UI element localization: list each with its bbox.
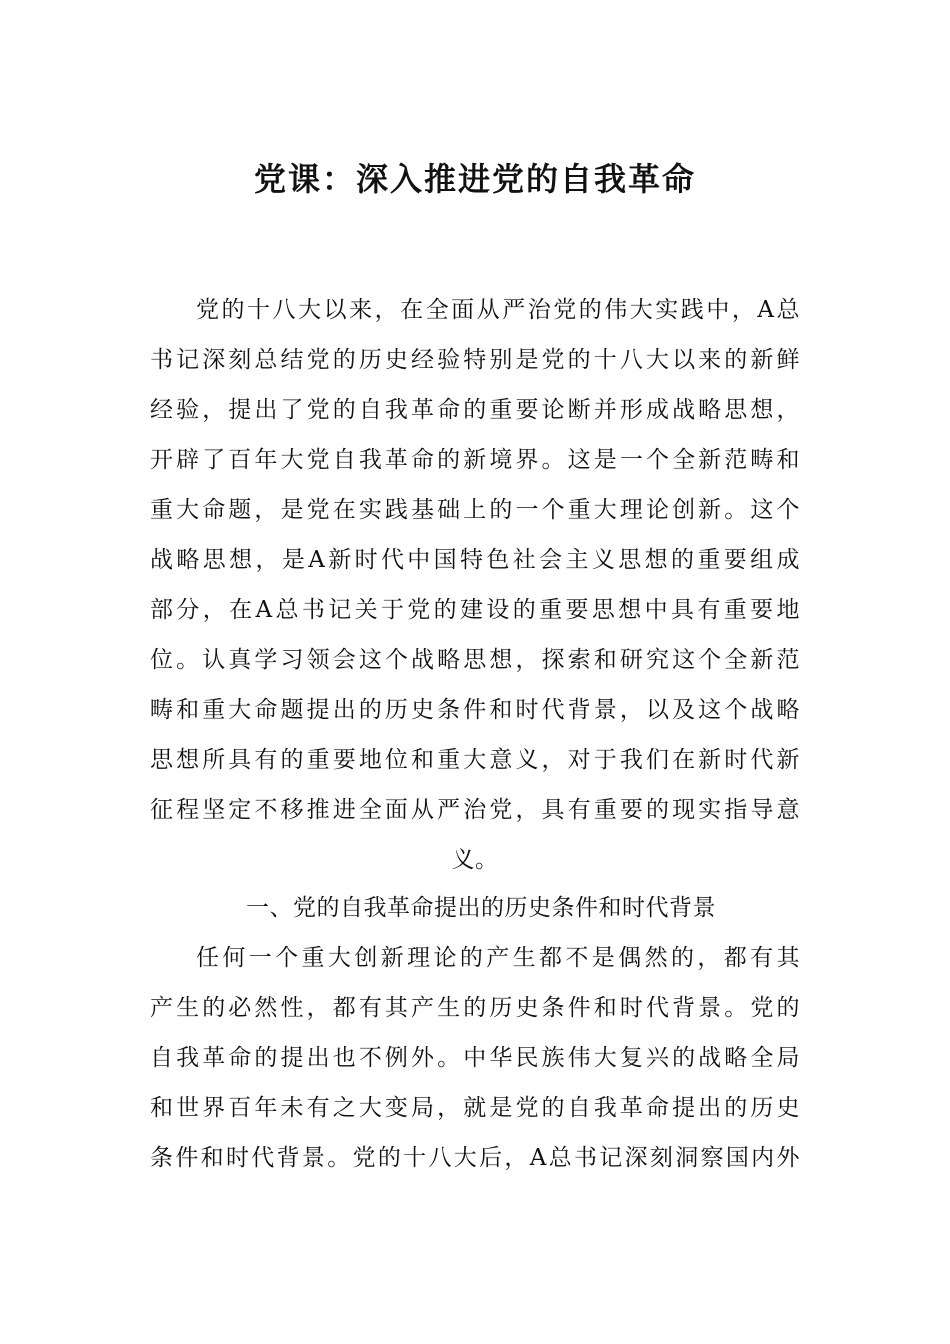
paragraph-line: 开辟了百年大党自我革命的新境界。这是一个全新范畴和 <box>150 447 800 473</box>
paragraph-line: 自我革命的提出也不例外。中华民族伟大复兴的战略全局 <box>150 1045 800 1071</box>
paragraph-line: 畴和重大命题提出的历史条件和时代背景，以及这个战略 <box>150 697 800 723</box>
paragraph-line: 党的十八大以来，在全面从严治党的伟大实践中，A总 <box>196 297 800 323</box>
paragraph-line: 条件和时代背景。党的十八大后，A总书记深刻洞察国内外 <box>150 1145 800 1171</box>
paragraph-line: 部分，在A总书记关于党的建设的重要思想中具有重要地 <box>150 597 800 623</box>
paragraph-line: 和世界百年未有之大变局，就是党的自我革命提出的历史 <box>150 1095 800 1121</box>
paragraph-line: 书记深刻总结党的历史经验特别是党的十八大以来的新鲜 <box>150 347 800 373</box>
paragraph-line: 思想所具有的重要地位和重大意义，对于我们在新时代新 <box>150 747 800 773</box>
paragraph-line: 义。 <box>451 847 499 873</box>
paragraph-line: 任何一个重大创新理论的产生都不是偶然的，都有其 <box>196 945 800 971</box>
paragraph-line: 位。认真学习领会这个战略思想，探索和研究这个全新范 <box>150 647 800 673</box>
paragraph-line: 战略思想，是A新时代中国特色社会主义思想的重要组成 <box>150 547 800 573</box>
paragraph-line: 征程坚定不移推进全面从严治党，具有重要的现实指导意 <box>150 797 800 823</box>
document-title: 党课：深入推进党的自我革命 <box>253 160 696 198</box>
section-heading: 一、党的自我革命提出的历史条件和时代背景 <box>246 895 716 921</box>
paragraph-line: 经验，提出了党的自我革命的重要论断并形成战略思想， <box>150 397 800 423</box>
paragraph-line: 产生的必然性，都有其产生的历史条件和时代背景。党的 <box>150 995 800 1021</box>
paragraph-line: 重大命题，是党在实践基础上的一个重大理论创新。这个 <box>150 497 800 523</box>
